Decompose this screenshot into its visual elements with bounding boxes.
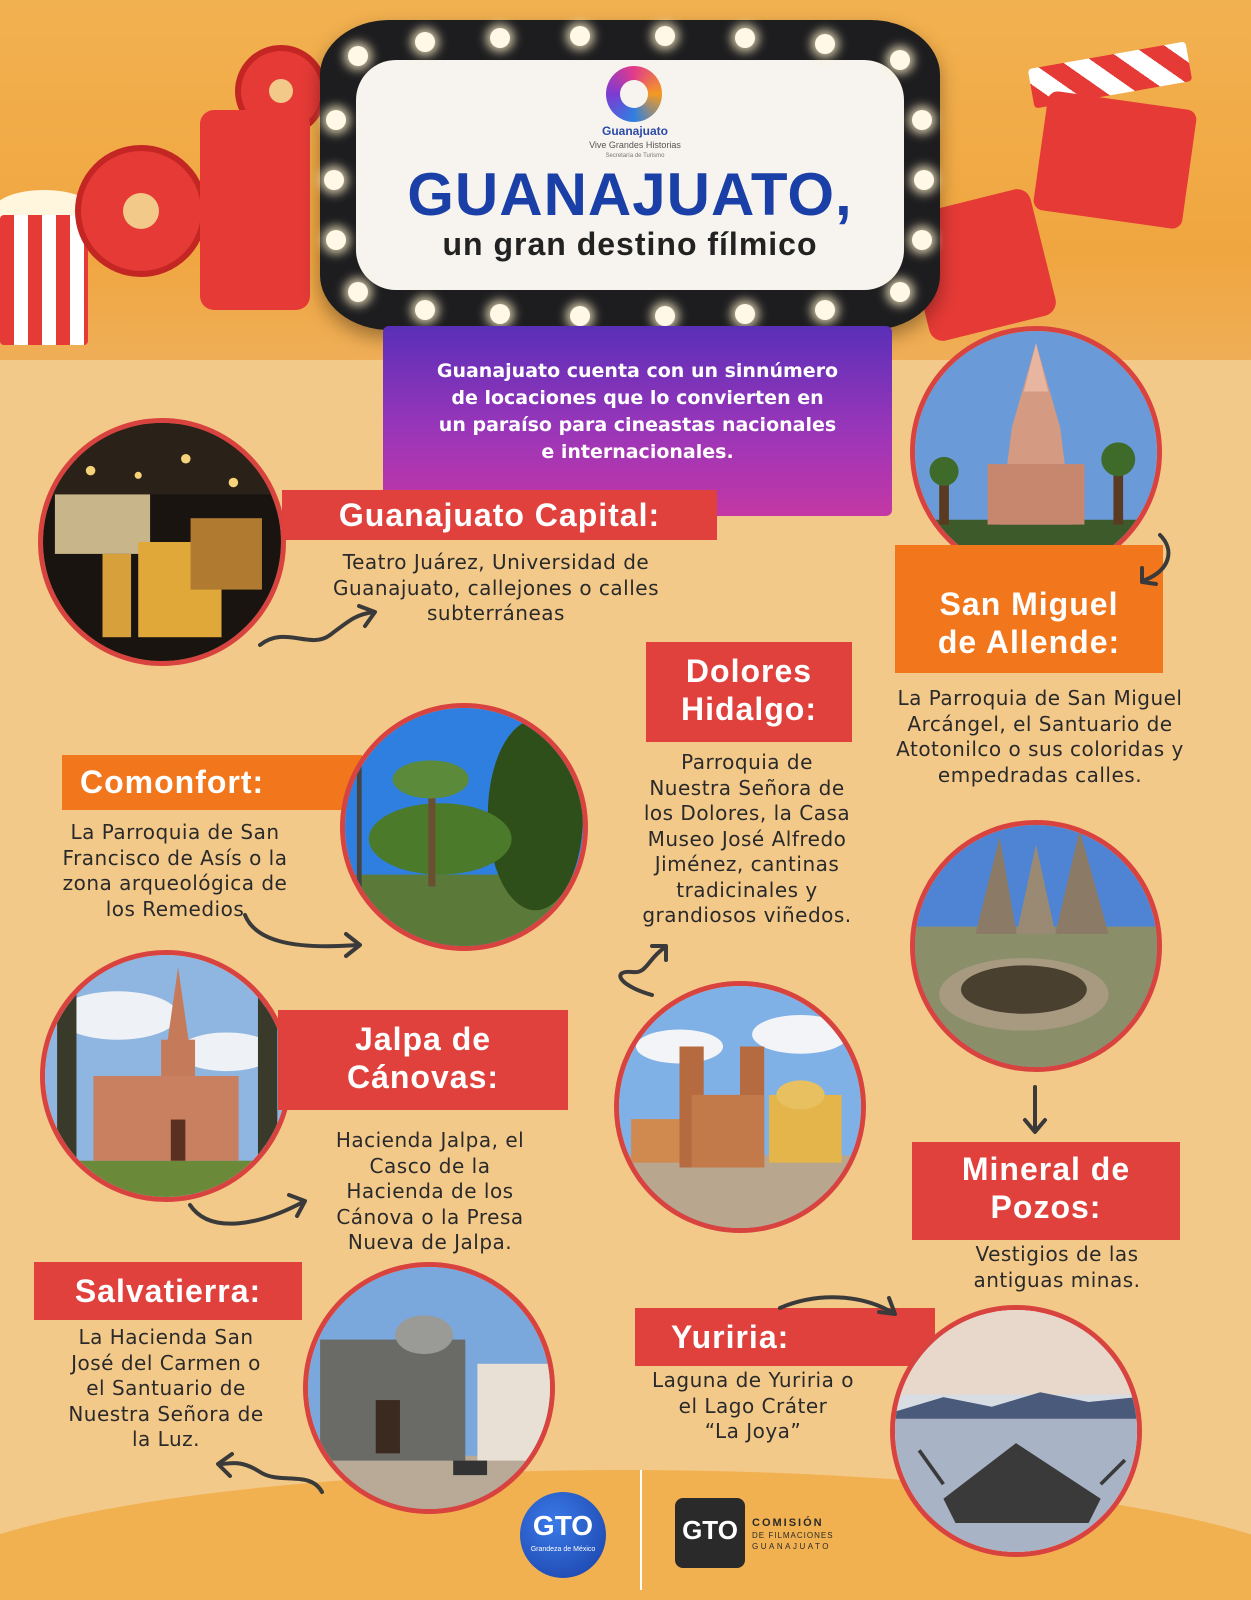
bulb-icon (815, 300, 835, 320)
bulb-icon (326, 110, 346, 130)
film-commission-line: DE FILMACIONES (752, 1531, 834, 1540)
photo-comonfort (340, 703, 588, 951)
desc-line: el Santuario de (86, 1376, 246, 1400)
desc-san-miguel (870, 686, 1210, 788)
curved-arrow-icon (240, 910, 370, 960)
film-commission-line: GUANAJUATO (752, 1542, 831, 1551)
desc-line: Jiménez, cantinas (654, 852, 840, 876)
desc-line: Museo José Alfredo (647, 826, 847, 851)
popcorn-box-icon (0, 215, 88, 345)
label-line: de Allende: (937, 624, 1121, 660)
page-title: GUANAJUATO, (407, 161, 853, 228)
label-yuriria: Yuriria: (635, 1308, 935, 1366)
desc-line: Nuestra Señora de (649, 775, 845, 800)
guanajuato-logo-icon (606, 66, 662, 122)
desc-salvatierra (36, 1325, 296, 1453)
photo-san-miguel (910, 326, 1162, 578)
curved-arrow-icon (775, 1288, 905, 1328)
desc-line: Cánova o la Presa (336, 1204, 524, 1229)
desc-line: antiguas minas. (973, 1267, 1141, 1292)
bulb-icon (415, 32, 435, 52)
logo-secretaria: Secretaría de Turismo (605, 153, 665, 159)
gto-logo-text: GTO (532, 1510, 594, 1541)
photo-dolores-hidalgo (614, 981, 866, 1233)
logo-name: Guanajuato (601, 124, 668, 138)
bulb-icon (914, 170, 934, 190)
film-reel-icon (75, 145, 207, 277)
curved-arrow-icon (1130, 530, 1180, 590)
photo-salvatierra (303, 1262, 555, 1514)
label-comonfort: Comonfort: (62, 755, 362, 810)
label-line: Dolores (685, 653, 813, 689)
curved-arrow-icon (185, 1190, 315, 1240)
desc-line: Hacienda de los (346, 1179, 514, 1203)
desc-line: La Parroquia de San (70, 820, 280, 844)
curved-arrow-icon (612, 940, 682, 1000)
bulb-icon (912, 110, 932, 130)
curved-arrow-icon (210, 1450, 330, 1500)
photo-mineral-de-pozos (910, 820, 1162, 1072)
desc-line: Atotonilco o sus coloridas y (896, 737, 1184, 761)
desc-line: Casco de la (369, 1153, 491, 1178)
label-dolores-hidalgo (646, 642, 852, 742)
desc-line: Arcángel, el Santuario de (907, 711, 1173, 736)
page-subtitle: un gran destino fílmico (442, 226, 818, 262)
desc-line: los Dolores, la Casa (643, 801, 851, 825)
desc-line: zona arqueológica de (62, 871, 288, 895)
bulb-icon (735, 304, 755, 324)
photo-yuriria (890, 1305, 1142, 1557)
bulb-icon (348, 282, 368, 302)
bulb-icon (890, 282, 910, 302)
desc-line: Vestigios de las (975, 1242, 1139, 1266)
desc-line: La Parroquia de San Miguel (897, 686, 1183, 710)
bulb-icon (490, 28, 510, 48)
desc-line: subterráneas (427, 601, 565, 625)
bulb-icon (890, 50, 910, 70)
gto-logo-subtitle: Grandeza de México (530, 1546, 596, 1553)
desc-line: grandiosos viñedos. (642, 903, 852, 927)
label-san-miguel (895, 545, 1163, 673)
arrow-down-icon (1020, 1082, 1050, 1137)
bulb-icon (324, 170, 344, 190)
desc-line: Laguna de Yuriria o (652, 1368, 854, 1392)
desc-jalpa (305, 1128, 555, 1256)
film-commission-line: COMISIÓN (752, 1517, 824, 1529)
label-line: Pozos: (990, 1189, 1102, 1225)
desc-dolores-hidalgo (612, 750, 882, 929)
desc-mineral-de-pozos (912, 1242, 1202, 1293)
label-jalpa (278, 1010, 568, 1110)
label-line: San Miguel (939, 586, 1119, 622)
bulb-icon (655, 26, 675, 46)
desc-comonfort (40, 820, 310, 922)
desc-line: la Luz. (132, 1427, 200, 1451)
intro-line: un paraíso para cineastas nacionales (438, 414, 837, 436)
desc-line: Teatro Juárez, Universidad de (342, 550, 650, 574)
desc-line: Francisco de Asís o la (62, 845, 288, 870)
label-line: Mineral de (961, 1151, 1131, 1187)
label-line: Jalpa de (354, 1021, 492, 1057)
bulb-icon (735, 28, 755, 48)
label-guanajuato-capital: Guanajuato Capital: (282, 490, 717, 540)
bulb-icon (815, 34, 835, 54)
desc-line: Nueva de Jalpa. (347, 1230, 513, 1254)
clapperboard-body-icon (1032, 90, 1197, 230)
desc-yuriria (628, 1368, 878, 1445)
desc-line: empedradas calles. (937, 762, 1143, 787)
bulb-icon (912, 230, 932, 250)
intro-line: de locaciones que lo convierten en (451, 387, 824, 409)
intro-line: e internacionales. (541, 441, 734, 463)
projector-icon (200, 110, 310, 310)
intro-line: Guanajuato cuenta con un sinnúmero (436, 360, 839, 382)
desc-line: Nuestra Señora de (68, 1401, 264, 1426)
intro-text (395, 358, 880, 466)
desc-line: Hacienda Jalpa, el (335, 1128, 525, 1152)
curved-arrow-icon (255, 600, 385, 660)
label-line: Cánovas: (346, 1059, 500, 1095)
bulb-icon (415, 300, 435, 320)
bulb-icon (570, 26, 590, 46)
desc-line: los Remedios (105, 896, 245, 921)
logo-tagline: Vive Grandes Historias (589, 140, 681, 150)
desc-line: José del Carmen o (71, 1350, 261, 1375)
label-mineral-de-pozos (912, 1142, 1180, 1240)
label-salvatierra: Salvatierra: (34, 1262, 302, 1320)
photo-jalpa (40, 950, 292, 1202)
desc-line: Parroquia de (681, 750, 813, 774)
bulb-icon (490, 304, 510, 324)
label-line: Hidalgo: (681, 691, 817, 727)
bulb-icon (570, 306, 590, 326)
photo-guanajuato-capital (38, 418, 286, 666)
desc-line: tradicinales y (676, 877, 818, 902)
desc-line: el Lago Cráter (678, 1393, 828, 1418)
desc-line: Guanajuato, callejones o calles (332, 575, 660, 600)
bulb-icon (348, 46, 368, 66)
desc-line: La Hacienda San (78, 1325, 254, 1349)
footer-divider (640, 1470, 642, 1590)
desc-line: “La Joya” (704, 1419, 802, 1443)
bulb-icon (655, 306, 675, 326)
film-commission-logo-text: GTO (682, 1515, 738, 1545)
bulb-icon (326, 230, 346, 250)
